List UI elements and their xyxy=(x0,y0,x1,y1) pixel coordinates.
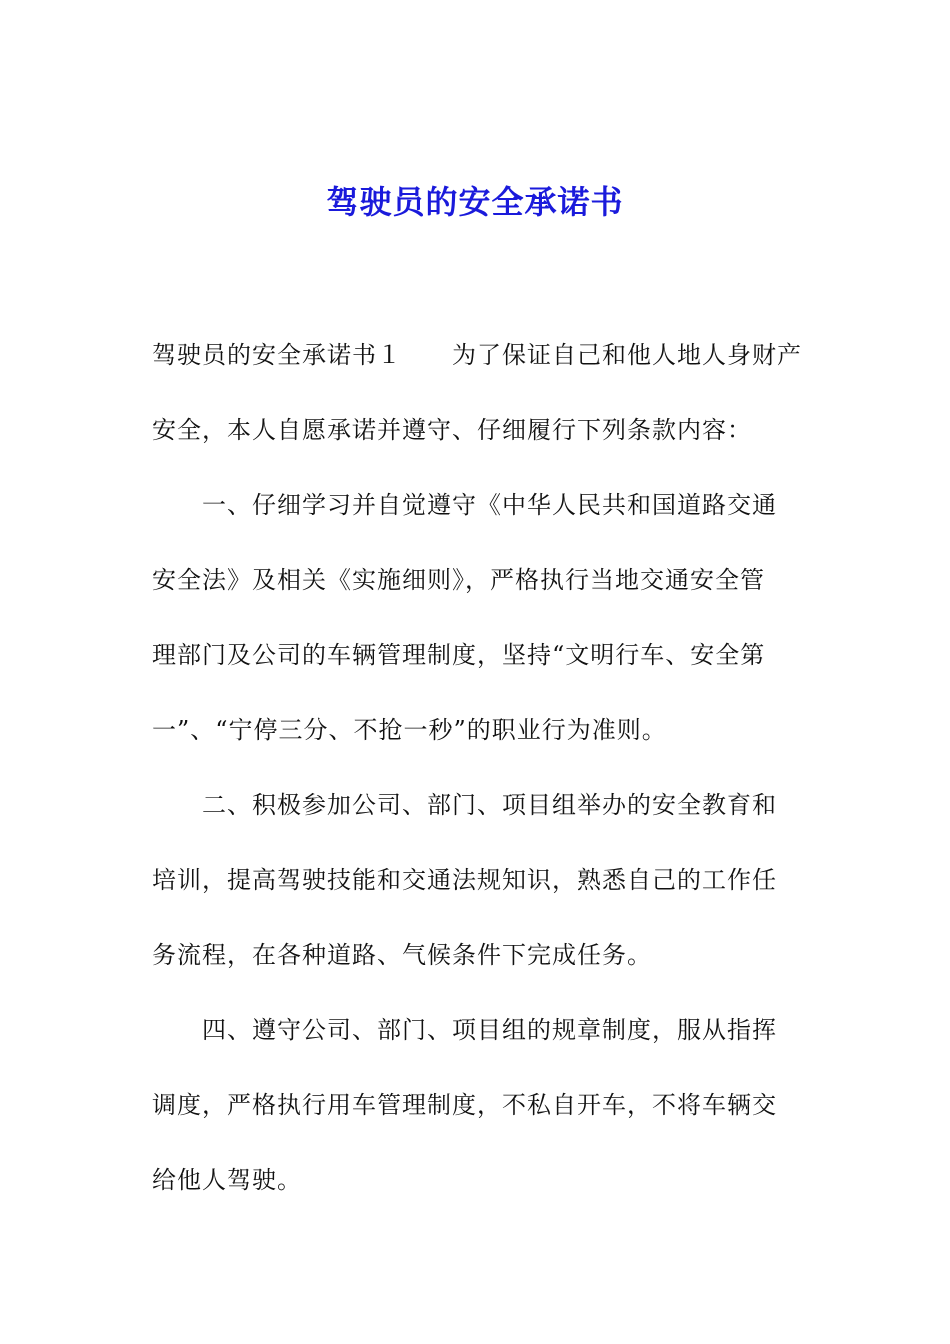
paragraph-clause-4 xyxy=(152,993,812,1218)
paragraph-line: 一、仔细学习并自觉遵守《中华人民共和国道路交通 xyxy=(202,491,777,519)
paragraph-line: 务流程，在各种道路、气候条件下完成任务。 xyxy=(152,941,652,969)
paragraph-line: 二、积极参加公司、部门、项目组举办的安全教育和 xyxy=(202,791,777,819)
paragraph-line: 一”、“宁停三分、不抢一秒”的职业行为准则。 xyxy=(152,716,667,744)
document-title: 驾驶员的安全承诺书 xyxy=(326,183,624,221)
document-body xyxy=(152,318,812,1218)
paragraph-line xyxy=(152,318,812,393)
paragraph-intro xyxy=(152,318,812,468)
paragraph-line: 理部门及公司的车辆管理制度，坚持“文明行车、安全第 xyxy=(152,641,766,669)
paragraph-line: 调度，严格执行用车管理制度，不私自开车，不将车辆交 xyxy=(152,1091,777,1119)
paragraph-line: 四、遵守公司、部门、项目组的规章制度，服从指挥 xyxy=(202,1016,777,1044)
text-run: 为了保证自己和他人地人身财产 xyxy=(452,341,802,369)
paragraph-line: 给他人驾驶。 xyxy=(152,1166,302,1194)
paragraph-line: 培训，提高驾驶技能和交通法规知识，熟悉自己的工作任 xyxy=(152,866,777,894)
paragraph-clause-2 xyxy=(152,768,812,993)
paragraph-line: 安全，本人自愿承诺并遵守、仔细履行下列条款内容： xyxy=(152,416,752,444)
paragraph-line: 安全法》及相关《实施细则》，严格执行当地交通安全管 xyxy=(152,566,765,594)
paragraph-clause-1 xyxy=(152,468,812,768)
text-heading-inline: 驾驶员的安全承诺书１ xyxy=(152,341,402,369)
